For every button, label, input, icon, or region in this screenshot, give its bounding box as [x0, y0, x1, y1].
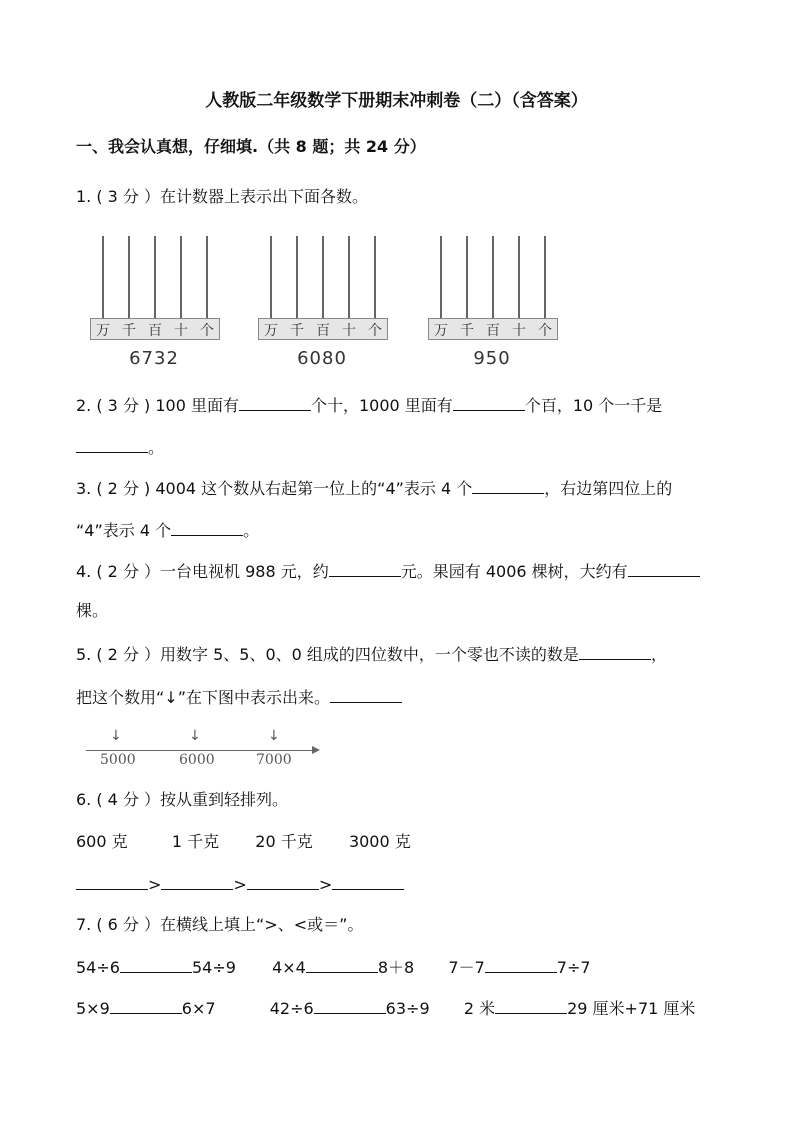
- place-label: 十: [512, 323, 526, 339]
- place-label: 千: [460, 323, 474, 339]
- abacus-rod: [518, 236, 520, 318]
- number-line-label: 7000: [256, 752, 292, 768]
- weight-item: 600 克: [76, 832, 128, 851]
- compare-left: 5×9: [76, 999, 110, 1018]
- place-label: 百: [486, 323, 500, 339]
- abacus-rod: [128, 236, 130, 318]
- down-arrow-icon: ↓: [268, 728, 280, 744]
- down-arrow-icon: ↓: [110, 728, 122, 744]
- q3-text-d: 。: [243, 521, 260, 540]
- abacus-rod: [154, 236, 156, 318]
- q3-text-c: “4”表示 4 个: [76, 521, 172, 540]
- abacus-rod: [374, 236, 376, 318]
- question-2: [76, 394, 662, 417]
- q2-text-c: 个百，10 个一千是: [524, 396, 663, 415]
- abacus-rod: [270, 236, 272, 318]
- question-3-cont: [76, 519, 259, 542]
- abacus-number: 6080: [297, 348, 347, 369]
- greater-than-sign: >: [148, 875, 162, 894]
- place-label: 千: [290, 323, 304, 339]
- compare-right: 7÷7: [556, 958, 591, 977]
- compare-right: 8＋8: [377, 958, 415, 977]
- abacus-3: [428, 236, 558, 376]
- question-7: 7. ( 6 分 ）在横线上填上“>、<或＝”。: [76, 915, 364, 934]
- answer-blank[interactable]: [329, 560, 401, 577]
- answer-blank[interactable]: [161, 873, 233, 890]
- place-label: 个: [200, 323, 214, 339]
- q2-text-b: 个十，1000 里面有: [311, 396, 453, 415]
- question-5-cont: [76, 686, 402, 709]
- answer-blank[interactable]: [495, 997, 567, 1014]
- q2-text-d: 。: [148, 438, 165, 457]
- answer-blank[interactable]: [247, 873, 319, 890]
- q3-text-a: 3. ( 2 分 ) 4004 这个数从右起第一位上的“4”表示 4 个: [76, 479, 473, 498]
- compare-row-2: [76, 997, 695, 1020]
- compare-right: 54÷9: [191, 958, 236, 977]
- number-line-arrowhead: [312, 746, 320, 754]
- abacus-rod: [322, 236, 324, 318]
- question-4: [76, 560, 700, 583]
- abacus-rod: [206, 236, 208, 318]
- answer-blank[interactable]: [472, 477, 544, 494]
- compare-left: 7－7: [448, 958, 485, 977]
- q4-text-a: 4. ( 2 分 ）一台电视机 988 元，约: [76, 562, 329, 581]
- answer-blank[interactable]: [628, 560, 700, 577]
- number-line: [86, 728, 326, 768]
- abacus-rod: [440, 236, 442, 318]
- answer-blank[interactable]: [120, 956, 192, 973]
- place-label: 万: [96, 323, 110, 339]
- abacus-rod: [544, 236, 546, 318]
- answer-blank[interactable]: [332, 873, 404, 890]
- abacus-rod: [296, 236, 298, 318]
- place-label: 百: [148, 323, 162, 339]
- place-label: 千: [122, 323, 136, 339]
- place-label: 百: [316, 323, 330, 339]
- abacus-rod: [466, 236, 468, 318]
- answer-blank[interactable]: [453, 394, 525, 411]
- answer-blank[interactable]: [330, 686, 402, 703]
- question-5: [76, 643, 667, 666]
- answer-blank[interactable]: [110, 997, 182, 1014]
- abacus-2: [258, 236, 388, 376]
- greater-than-sign: >: [318, 875, 333, 894]
- answer-blank[interactable]: [239, 394, 311, 411]
- question-6-answer: [76, 873, 404, 896]
- abacus-rod: [348, 236, 350, 318]
- answer-blank[interactable]: [314, 997, 386, 1014]
- place-label: 万: [434, 323, 448, 339]
- q5-text-c: 把这个数用“↓”在下图中表示出来。: [76, 688, 330, 707]
- page-title: 人教版二年级数学下册期末冲刺卷（二）（含答案）: [205, 91, 588, 111]
- compare-right: 6×7: [181, 999, 216, 1018]
- number-line-label: 6000: [179, 752, 215, 768]
- answer-blank[interactable]: [76, 873, 148, 890]
- q5-text-b: ，: [650, 645, 667, 664]
- place-label: 个: [368, 323, 382, 339]
- compare-right: 29 厘米+71 厘米: [567, 999, 696, 1018]
- q3-text-b: ，右边第四位上的: [544, 479, 673, 498]
- answer-blank[interactable]: [171, 519, 243, 536]
- weight-item: 3000 克: [348, 832, 411, 851]
- compare-row-1: [76, 956, 591, 979]
- q2-text-a: 2. ( 3 分 ) 100 里面有: [76, 396, 239, 415]
- question-6-items: [76, 831, 411, 853]
- compare-left: 42÷6: [269, 999, 314, 1018]
- answer-blank[interactable]: [76, 436, 148, 453]
- question-6: 6. ( 4 分 ）按从重到轻排列。: [76, 790, 289, 809]
- q5-text-a: 5. ( 2 分 ）用数字 5、5、0、0 组成的四位数中，一个零也不读的数是: [76, 645, 579, 664]
- compare-left: 54÷6: [76, 958, 120, 977]
- abacus-1: [90, 236, 220, 376]
- down-arrow-icon: ↓: [189, 728, 201, 744]
- q4-text-b: 元。果园有 4006 棵树，大约有: [400, 562, 628, 581]
- abacus-rod: [492, 236, 494, 318]
- question-2-cont: [76, 436, 164, 459]
- compare-left: 2 米: [463, 999, 496, 1018]
- answer-blank[interactable]: [485, 956, 557, 973]
- abacus-number: 950: [473, 348, 511, 369]
- greater-than-sign: >: [233, 875, 247, 894]
- place-label: 万: [264, 323, 278, 339]
- place-label: 个: [538, 323, 552, 339]
- place-label: 十: [174, 323, 188, 339]
- abacus-rod: [180, 236, 182, 318]
- question-1: 1. ( 3 分 ）在计数器上表示出下面各数。: [76, 187, 369, 206]
- number-line-axis: [86, 750, 314, 751]
- place-label: 十: [342, 323, 356, 339]
- abacus-rod: [102, 236, 104, 318]
- abacus-number: 6732: [129, 348, 179, 369]
- compare-right: 63÷9: [385, 999, 430, 1018]
- section-heading: 一、我会认真想，仔细填.（共 8 题；共 24 分）: [76, 137, 426, 156]
- answer-blank[interactable]: [306, 956, 378, 973]
- compare-left: 4×4: [272, 958, 306, 977]
- question-3: [76, 477, 672, 500]
- weight-item: 1 千克: [171, 832, 220, 851]
- question-4-cont: 棵。: [76, 601, 109, 620]
- weight-item: 20 千克: [255, 832, 313, 851]
- answer-blank[interactable]: [579, 643, 651, 660]
- number-line-label: 5000: [100, 752, 136, 768]
